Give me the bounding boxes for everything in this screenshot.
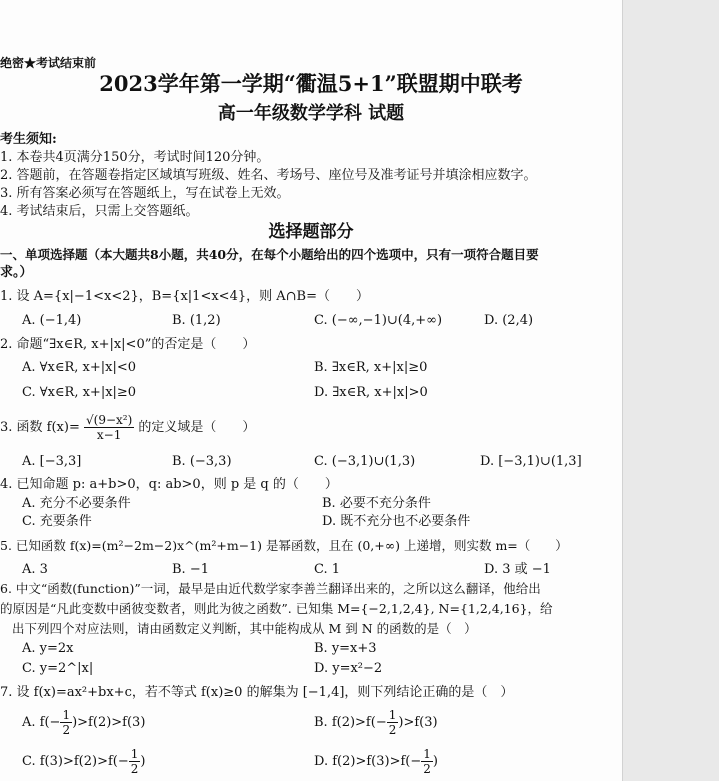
q7-c-num: 1 xyxy=(130,747,139,761)
q2-option-d: D. ∃x∈R, x+|x|>0 xyxy=(314,385,428,400)
notice-item-1: 1. 本卷共4页满分150分，考试时间120分钟。 xyxy=(0,150,270,165)
q7-option-a xyxy=(22,706,145,740)
q3-option-a: A. [−3,3] xyxy=(22,454,82,469)
q7-option-b xyxy=(314,706,438,740)
q7-a-den: 2 xyxy=(62,723,71,737)
q6-line3: 出下列四个对应法则，请由函数定义判断，其中能构成从 M 到 N 的函数的是（ ） xyxy=(12,621,477,636)
q7-d-post: ) xyxy=(432,754,438,769)
q2-option-c: C. ∀x∈R, x+|x|≥0 xyxy=(22,385,137,400)
q2-option-b: B. ∃x∈R, x+|x|≥0 xyxy=(314,360,428,375)
q6-line2: 的原因是“凡此变数中函彼变数者，则此为彼之函数”. 已知集 M={−2,1,2,4}, N={1,2,4,16}，给 xyxy=(0,601,553,616)
confidential-label: 绝密★考试结束前 xyxy=(0,56,97,70)
q3-fraction xyxy=(84,413,134,442)
q7-c-den: 2 xyxy=(130,762,139,776)
q3-numerator: √(9−x²) xyxy=(86,413,133,427)
section-title: 选择题部分 xyxy=(268,222,354,242)
q6-option-d: D. y=x²−2 xyxy=(314,661,383,676)
q3-suffix: 的定义域是（ ） xyxy=(138,420,256,435)
q7-b-den: 2 xyxy=(388,723,397,737)
q4-stem: 4. 已知命题 p: a+b>0，q: ab>0，则 p 是 q 的（ ） xyxy=(0,477,338,492)
q2-stem: 2. 命题“∃x∈R, x+|x|<0”的否定是（ ） xyxy=(0,337,256,352)
q7-a-num: 1 xyxy=(62,708,71,722)
q3-stem xyxy=(0,410,255,446)
exam-title: 2023学年第一学期“衢温5+1”联盟期中联考 xyxy=(99,71,523,96)
q7-option-c xyxy=(22,745,146,779)
q6-line1: 6. 中文“函数(function)”一词，最早是由近代数学家李善兰翻译出来的，之所以这么翻译，他给出 xyxy=(0,581,541,596)
q7-b-pre: B. f(2)>f( xyxy=(314,715,376,730)
q4-option-c: C. 充要条件 xyxy=(22,514,92,529)
notice-item-2: 2. 答题前，在答题卷指定区域填写班级、姓名、考场号、座位号及准考证号并填涂相应数字。 xyxy=(0,168,537,183)
part-heading-line1: 一、单项选择题（本大题共8小题，共40分，在每个小题给出的四个选项中，只有一项符合题目要 xyxy=(0,247,539,262)
q7-d-minus: − xyxy=(410,754,422,769)
q7-stem: 7. 设 f(x)=ax²+bx+c，若不等式 f(x)≥0 的解集为 [−1,4]，则下列结论正确的是（ ） xyxy=(0,685,514,700)
q7-a-post: )>f(2)>f(3) xyxy=(72,715,146,730)
q7-c-post: ) xyxy=(140,754,146,769)
q7-d-num: 1 xyxy=(423,747,431,761)
q4-option-a: A. 充分不必要条件 xyxy=(22,496,131,511)
q7-a-minus: − xyxy=(49,715,61,730)
q5-option-b: B. −1 xyxy=(172,562,209,577)
q1-option-a: A. (−1,4) xyxy=(22,313,82,328)
q7-b-post: )>f(3) xyxy=(398,715,438,730)
exam-subtitle: 高一年级数学学科 试题 xyxy=(217,103,405,124)
q4-option-d: D. 既不充分也不必要条件 xyxy=(322,514,471,529)
q7-c-fraction xyxy=(129,747,141,776)
q6-option-b: B. y=x+3 xyxy=(314,641,377,656)
notice-item-4: 4. 考试结束后，只需上交答题纸。 xyxy=(0,204,199,219)
q3-option-c: C. (−3,1)∪(1,3) xyxy=(314,454,416,469)
q5-stem: 5. 已知函数 f(x)=(m²−2m−2)x^(m²+m−1) 是幂函数，且在 (0,+∞) 上递增，则实数 m=（ ） xyxy=(0,538,568,553)
q1-stem: 1. 设 A={x|−1<x<2}，B={x|1<x<4}，则 A∩B=（ ） xyxy=(0,289,369,304)
q7-d-pre: D. f(2)>f(3)>f( xyxy=(314,754,411,769)
q6-option-c: C. y=2^|x| xyxy=(22,661,94,676)
q5-option-d: D. 3 或 −1 xyxy=(484,562,551,577)
notice-heading: 考生须知: xyxy=(0,132,57,147)
q7-d-fraction xyxy=(421,747,433,776)
q5-option-a: A. 3 xyxy=(22,562,48,577)
q1-option-b: B. (1,2) xyxy=(172,313,221,328)
q5-option-c: C. 1 xyxy=(314,562,341,577)
q6-option-a: A. y=2x xyxy=(22,641,74,656)
q7-option-d xyxy=(314,745,438,779)
part-heading-line2: 求。） xyxy=(0,265,33,280)
q3-option-d: D. [−3,1)∪(1,3] xyxy=(480,454,582,469)
q7-b-fraction xyxy=(387,708,399,737)
viewer-side-panel xyxy=(622,0,719,781)
q2-option-a: A. ∀x∈R, x+|x|<0 xyxy=(22,360,136,375)
q3-prefix: 3. 函数 f(x)= xyxy=(0,420,80,435)
q7-a-pre: A. f( xyxy=(22,715,50,730)
q1-option-d: D. (2,4) xyxy=(484,313,534,328)
q7-a-fraction xyxy=(60,708,72,737)
q7-b-num: 1 xyxy=(388,708,397,722)
q3-option-b: B. (−3,3) xyxy=(172,454,232,469)
q7-d-den: 2 xyxy=(423,762,431,776)
q1-option-c: C. (−∞,−1)∪(4,+∞) xyxy=(314,313,443,328)
q3-denominator: x−1 xyxy=(96,428,122,442)
q4-option-b: B. 必要不充分条件 xyxy=(322,496,431,511)
q7-c-pre: C. f(3)>f(2)>f( xyxy=(22,754,118,769)
notice-item-3: 3. 所有答案必须写在答题纸上，写在试卷上无效。 xyxy=(0,186,290,201)
q7-b-minus: − xyxy=(375,715,387,730)
q7-c-minus: − xyxy=(117,754,129,769)
